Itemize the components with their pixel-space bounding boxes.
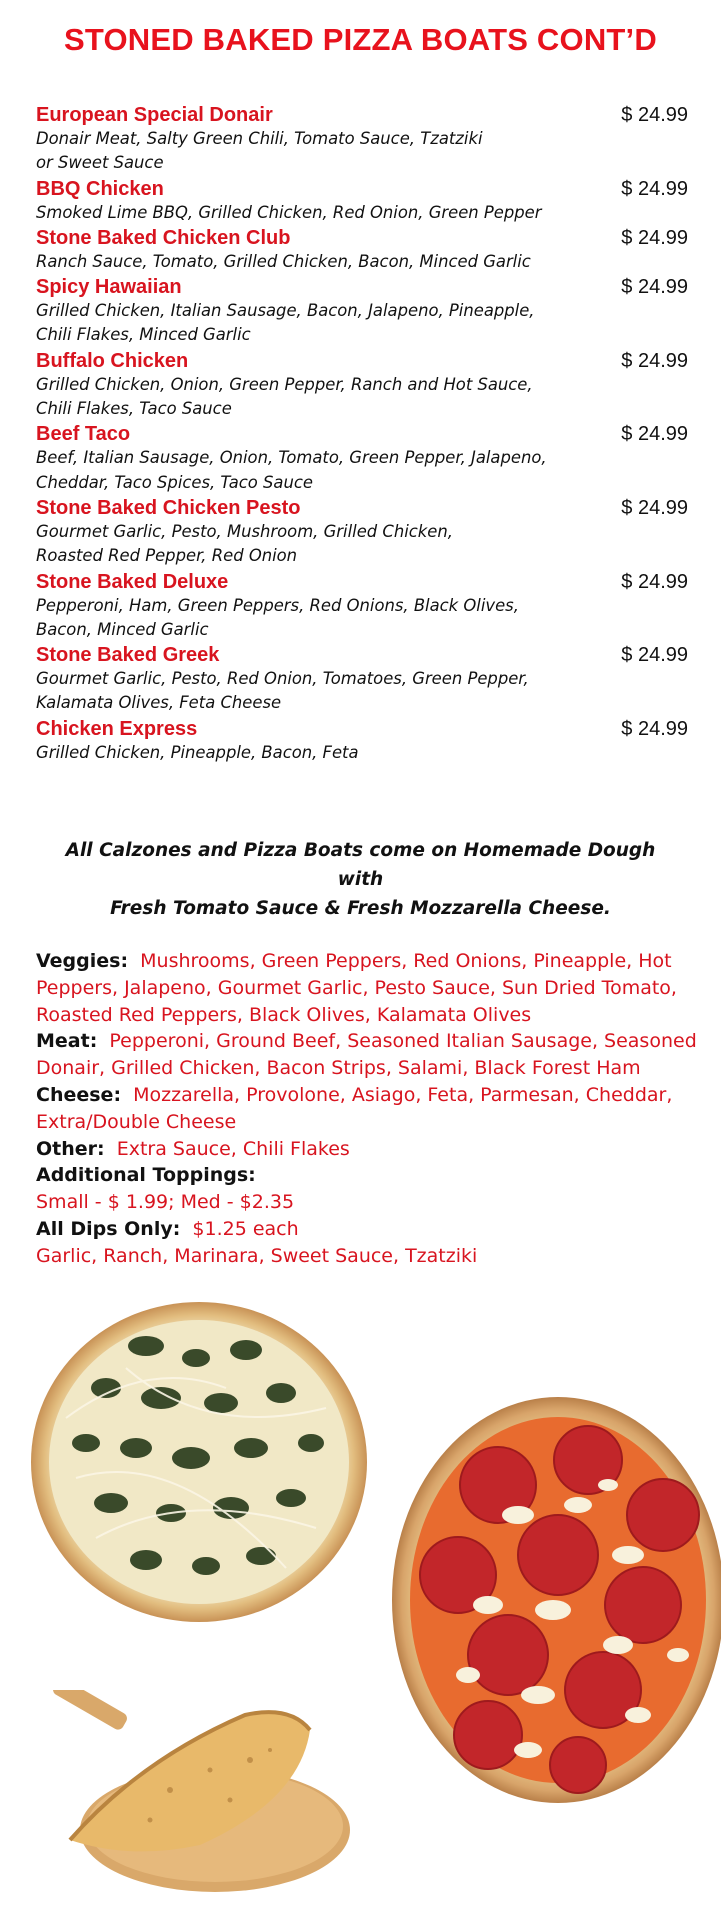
item-name: BBQ Chicken	[36, 177, 164, 200]
menu-item	[36, 496, 688, 569]
other-label: Other:	[36, 1137, 105, 1160]
dips-line	[36, 1216, 701, 1243]
veggies-list: Mushrooms, Green Peppers, Red Onions, Pineapple, Hot Peppers, Jalapeno, Gourmet Garlic, Pesto Sauce, Sun Dried Tomato, Roasted Red Peppers, Black Olives, Kalamata Olives	[36, 950, 677, 1026]
item-name: Beef Taco	[36, 423, 131, 446]
item-price: $ 24.99	[621, 717, 688, 740]
item-price: $ 24.99	[621, 496, 688, 519]
item-description: Grilled Chicken, Onion, Green Pepper, Ranch and Hot Sauce, Chili Flakes, Taco Sauce	[36, 374, 533, 419]
meat-label: Meat:	[36, 1030, 98, 1053]
item-name: Stone Baked Chicken Pesto	[36, 496, 301, 519]
item-description: Gourmet Garlic, Pesto, Mushroom, Grilled Chicken, Roasted Red Pepper, Red Onion	[36, 521, 453, 566]
menu-item	[36, 643, 688, 716]
dough-note: All Calzones and Pizza Boats come on Homemade Dough with Fresh Tomato Sauce & Fresh Mozzarella Cheese.	[65, 840, 656, 919]
additional-label: Additional Toppings:	[36, 1164, 256, 1187]
item-description: Ranch Sauce, Tomato, Grilled Chicken, Bacon, Minced Garlic	[36, 251, 531, 271]
meat-list: Pepperoni, Ground Beef, Seasoned Italian Sausage, Seasoned Donair, Grilled Chicken, Bacon Strips, Salami, Black Forest Ham	[36, 1030, 697, 1080]
calzone-image	[50, 1690, 360, 1900]
item-price: $ 24.99	[621, 570, 688, 593]
menu-list	[36, 103, 688, 766]
dips-list: Garlic, Ranch, Marinara, Sweet Sauce, Tzatziki	[36, 1244, 478, 1267]
menu-item	[36, 570, 688, 643]
other-line	[36, 1136, 701, 1163]
menu-item	[36, 226, 688, 274]
dips-label: All Dips Only:	[36, 1217, 181, 1240]
dips-price: $1.25 each	[192, 1217, 299, 1240]
additional-price-list: Small - $ 1.99; Med - $2.35	[36, 1191, 295, 1214]
toppings-section	[36, 948, 701, 1270]
item-name: Stone Baked Deluxe	[36, 570, 229, 593]
item-name: Stone Baked Chicken Club	[36, 226, 291, 249]
item-price: $ 24.99	[621, 349, 688, 372]
menu-item	[36, 275, 688, 348]
item-price: $ 24.99	[621, 276, 688, 299]
item-price: $ 24.99	[621, 226, 688, 249]
item-description: Donair Meat, Salty Green Chili, Tomato Sauce, Tzatziki or Sweet Sauce	[36, 129, 483, 173]
veggies-label: Veggies:	[36, 950, 129, 972]
page-title: STONED BAKED PIZZA BOATS CONT’D	[64, 22, 657, 57]
other-list: Extra Sauce, Chili Flakes	[116, 1137, 350, 1160]
menu-item	[36, 422, 688, 495]
veggies-line	[36, 948, 701, 1028]
item-name: Spicy Hawaiian	[36, 276, 182, 299]
cheese-list: Mozzarella, Provolone, Asiago, Feta, Parmesan, Cheddar, Extra/Double Cheese	[36, 1083, 673, 1133]
item-description: Pepperoni, Ham, Green Peppers, Red Onions, Black Olives, Bacon, Minced Garlic	[36, 595, 519, 639]
item-name: European Special Donair	[36, 104, 273, 126]
item-price: $ 24.99	[621, 423, 688, 446]
item-description: Gourmet Garlic, Pesto, Red Onion, Tomatoes, Green Pepper, Kalamata Olives, Feta Cheese	[36, 669, 529, 713]
item-price: $ 24.99	[621, 104, 688, 126]
dips-list-line	[36, 1243, 701, 1270]
cheese-line	[36, 1082, 701, 1136]
meat-line	[36, 1028, 701, 1082]
additional-prices	[36, 1189, 701, 1216]
item-description: Smoked Lime BBQ, Grilled Chicken, Red Onion, Green Pepper	[36, 202, 542, 222]
menu-item	[36, 717, 688, 765]
item-description: Grilled Chicken, Pineapple, Bacon, Feta	[36, 742, 359, 762]
item-name: Stone Baked Greek	[36, 644, 220, 667]
additional-line	[36, 1162, 701, 1189]
item-price: $ 24.99	[621, 177, 688, 200]
item-description: Beef, Italian Sausage, Onion, Tomato, Green Pepper, Jalapeno, Cheddar, Taco Spices, Taco Sauce	[36, 448, 547, 492]
item-name: Chicken Express	[36, 717, 198, 740]
cheese-label: Cheese:	[36, 1083, 122, 1106]
item-price: $ 24.99	[621, 644, 688, 667]
item-name: Buffalo Chicken	[36, 349, 189, 372]
pepperoni-pizza-image	[378, 1395, 721, 1805]
spinach-pizza-image	[26, 1298, 372, 1626]
item-description: Grilled Chicken, Italian Sausage, Bacon, Jalapeno, Pineapple, Chili Flakes, Minced Garlic	[36, 301, 535, 345]
menu-item	[36, 177, 688, 225]
menu-item	[36, 349, 688, 422]
menu-item	[36, 103, 688, 176]
